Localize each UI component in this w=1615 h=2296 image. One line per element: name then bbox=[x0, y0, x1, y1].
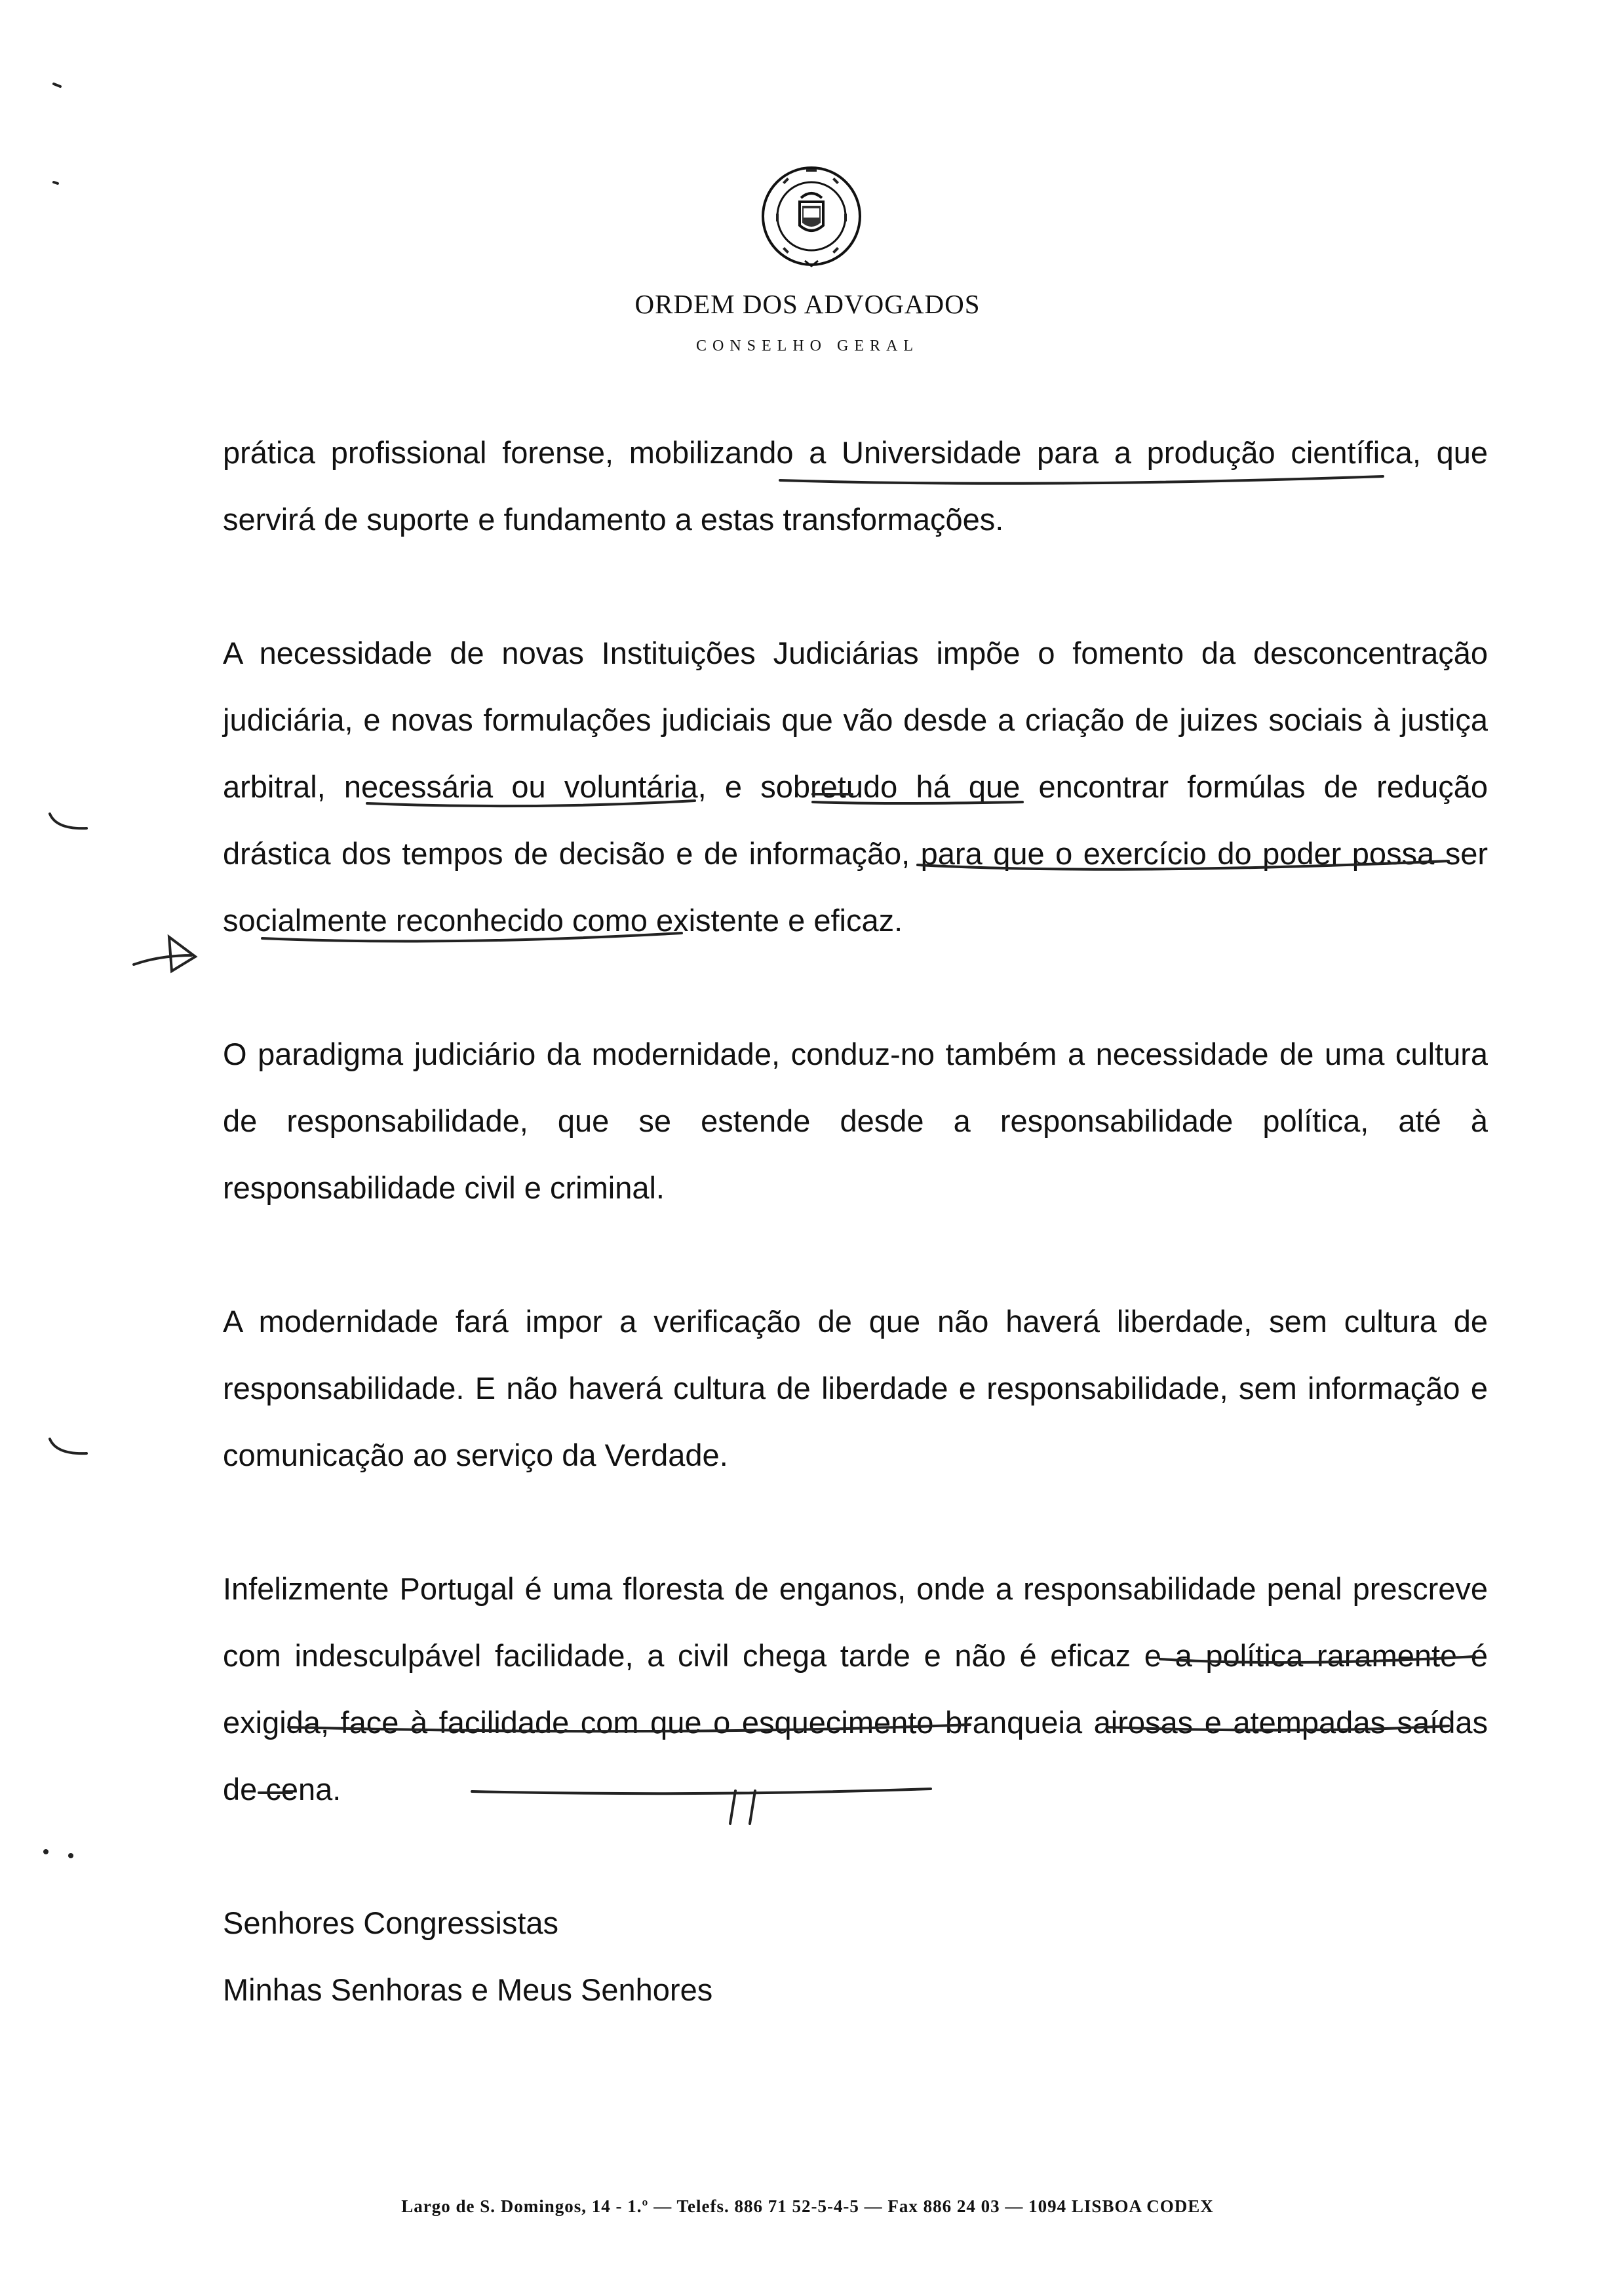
margin-tick-mark bbox=[54, 84, 60, 86]
footer-address: Largo de S. Domingos, 14 - 1.º — Telefs. 886 71 52-5-4-5 — Fax 886 24 03 — 1094 LISBOA CODEX bbox=[401, 2196, 1214, 2216]
closing-salutation-1: Senhores Congressistas bbox=[223, 1905, 559, 1940]
margin-arrow-mark bbox=[134, 955, 191, 965]
paragraph-3: O paradigma judiciário da modernidade, conduz-no também a necessidade de uma cultura de responsabilidade, que se estende desde a responsabilidade política, até à responsabilidade civil e criminal. bbox=[223, 1037, 1488, 1205]
closing-salutation-2: Minhas Senhoras e Meus Senhores bbox=[223, 1972, 713, 2007]
paragraph-4: A modernidade fará impor a verificação de que não haverá liberdade, sem cultura de responsabilidade. E não haverá cultura de liberdade e responsabilidade, sem informação e comunicação ao serviço da Verdade. bbox=[223, 1304, 1488, 1472]
org-subtitle: CONSELHO GERAL bbox=[696, 337, 919, 354]
org-name: ORDEM DOS ADVOGADOS bbox=[634, 289, 981, 319]
paragraph-2: A necessidade de novas Instituições Judiciárias impõe o fomento da desconcentração judiciária, e novas formulações judiciais que vão desde a criação de juizes sociais à justiça arbitral, necessária ou voluntária, e sobretudo há que encontrar formúlas de redução drástica dos tempos de decisão e de informação, para que o exercício do poder possa ser socialmente reconhecido como existente e eficaz. bbox=[223, 636, 1488, 938]
paragraph-1: prática profissional forense, mobilizando a Universidade para a produção científica, que servirá de suporte e fundamento a estas transformações. bbox=[223, 435, 1488, 537]
margin-check-mark bbox=[50, 814, 87, 828]
letter-body bbox=[223, 419, 1488, 2023]
margin-arrow-mark bbox=[169, 937, 195, 971]
paragraph-5: Infelizmente Portugal é uma floresta de enganos, onde a responsabilidade penal prescreve com indesculpável facilidade, a civil chega tarde e não é eficaz e a política raramente é exigida, face à facilidade com que o esquecimento branqueia airosas e atempadas saídas de cena. bbox=[223, 1571, 1488, 1807]
seal-logo bbox=[759, 151, 864, 282]
margin-check-mark bbox=[50, 1439, 87, 1453]
margin-tick-mark bbox=[54, 182, 58, 183]
